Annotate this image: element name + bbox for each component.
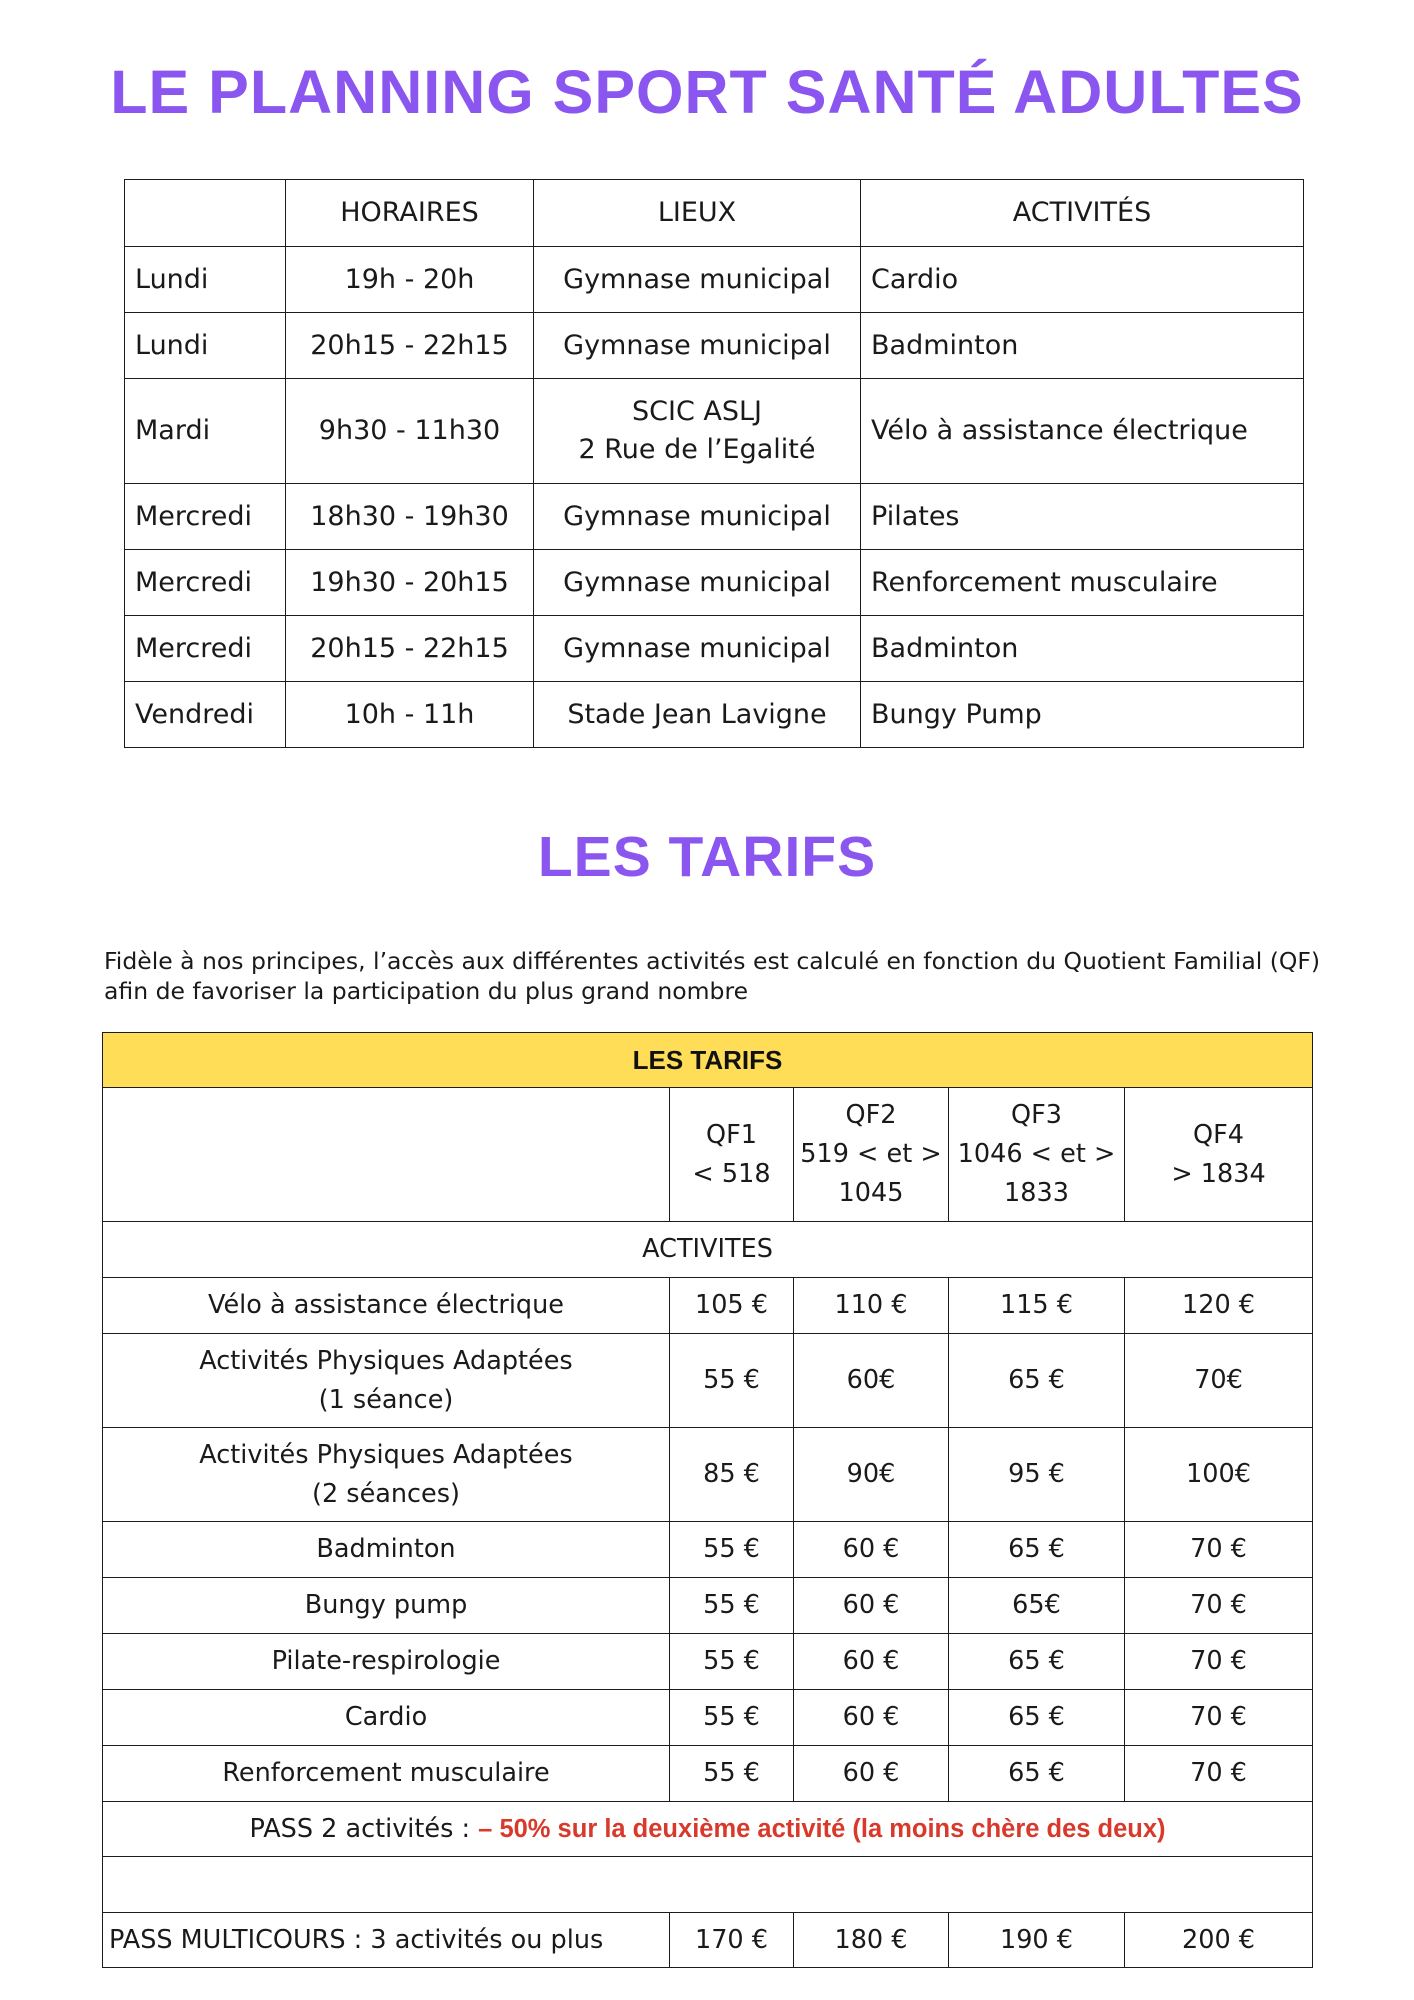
cell-line: 1046 < et > bbox=[957, 1139, 1116, 1169]
time-cell: 20h15 - 22h15 bbox=[286, 313, 534, 379]
empty-cell bbox=[103, 1857, 1313, 1913]
cell-line: Gymnase municipal bbox=[563, 500, 831, 532]
cell-line: > 1834 bbox=[1171, 1158, 1266, 1189]
activity-cell: Badminton bbox=[861, 616, 1304, 682]
place-cell bbox=[534, 616, 861, 682]
price-cell: 65€ bbox=[949, 1578, 1125, 1634]
cell-line: Vélo à assistance électrique bbox=[208, 1290, 564, 1320]
qf-header-cell bbox=[1125, 1088, 1313, 1222]
cell-line: 1045 bbox=[838, 1178, 904, 1208]
pass2-label: PASS 2 activités : bbox=[249, 1813, 479, 1844]
price-cell: 180 € bbox=[794, 1913, 949, 1968]
tarif-activity-name bbox=[103, 1334, 670, 1428]
price-cell: 120 € bbox=[1125, 1278, 1313, 1334]
page-title: LE PLANNING SPORT SANTÉ ADULTES bbox=[110, 58, 1304, 126]
cell-line: (1 séance) bbox=[318, 1384, 454, 1415]
time-cell: 18h30 - 19h30 bbox=[286, 484, 534, 550]
cell-line: Gymnase municipal bbox=[563, 329, 831, 361]
qf-header-cell bbox=[670, 1088, 794, 1222]
tarif-row bbox=[103, 1690, 1313, 1746]
day-cell: Mardi bbox=[125, 379, 286, 484]
cell-line: 2 Rue de l’Egalité bbox=[578, 434, 816, 465]
cell-line: Activités Physiques Adaptées bbox=[199, 1345, 573, 1376]
activity-cell: Bungy Pump bbox=[861, 682, 1304, 748]
planning-row bbox=[125, 616, 1304, 682]
price-cell: 55 € bbox=[670, 1578, 794, 1634]
activity-cell: Pilates bbox=[861, 484, 1304, 550]
tarif-activity-name bbox=[103, 1278, 670, 1334]
place-cell bbox=[534, 550, 861, 616]
qf-header-cell bbox=[949, 1088, 1125, 1222]
time-cell: 20h15 - 22h15 bbox=[286, 616, 534, 682]
price-cell: 170 € bbox=[670, 1913, 794, 1968]
planning-row bbox=[125, 682, 1304, 748]
tarif-row bbox=[103, 1334, 1313, 1428]
price-cell: 115 € bbox=[949, 1278, 1125, 1334]
price-cell: 95 € bbox=[949, 1428, 1125, 1522]
time-cell: 19h - 20h bbox=[286, 247, 534, 313]
tarifs-intro-text: Fidèle à nos principes, l’accès aux différentes activités est calculé en fonction du Quotient Familial (QF) afin de favoriser la participation du plus grand nombre bbox=[104, 947, 1321, 1005]
tarif-row bbox=[103, 1278, 1313, 1334]
pass2-cell bbox=[103, 1802, 1313, 1857]
price-cell: 70€ bbox=[1125, 1334, 1313, 1428]
tarif-row bbox=[103, 1746, 1313, 1802]
price-cell: 190 € bbox=[949, 1913, 1125, 1968]
price-cell: 60 € bbox=[794, 1634, 949, 1690]
day-cell: Mercredi bbox=[125, 550, 286, 616]
planning-table bbox=[124, 179, 1304, 748]
price-cell: 90€ bbox=[794, 1428, 949, 1522]
cell-line: QF3 bbox=[1011, 1100, 1062, 1130]
tarif-row bbox=[103, 1522, 1313, 1578]
cell-line: 1833 bbox=[1004, 1178, 1069, 1208]
planning-row bbox=[125, 313, 1304, 379]
qf-header-cell bbox=[794, 1088, 949, 1222]
place-cell bbox=[534, 682, 861, 748]
planning-row bbox=[125, 484, 1304, 550]
price-cell: 65 € bbox=[949, 1334, 1125, 1428]
tarifs-section-title: LES TARIFS bbox=[537, 825, 877, 889]
planning-header-cell: LIEUX bbox=[534, 180, 861, 247]
tarif-row bbox=[103, 1428, 1313, 1522]
time-cell: 19h30 - 20h15 bbox=[286, 550, 534, 616]
tarif-activity-name bbox=[103, 1428, 670, 1522]
price-cell: 110 € bbox=[794, 1278, 949, 1334]
price-cell: 60 € bbox=[794, 1578, 949, 1634]
price-cell: 100€ bbox=[1125, 1428, 1313, 1522]
cell-line: QF2 bbox=[845, 1100, 897, 1130]
place-cell bbox=[534, 313, 861, 379]
cell-line: Activités Physiques Adaptées bbox=[199, 1439, 573, 1470]
tarif-row bbox=[103, 1634, 1313, 1690]
cell-line: Cardio bbox=[344, 1702, 428, 1732]
price-cell: 70 € bbox=[1125, 1522, 1313, 1578]
activity-cell: Badminton bbox=[861, 313, 1304, 379]
place-cell bbox=[534, 247, 861, 313]
price-cell: 65 € bbox=[949, 1634, 1125, 1690]
price-cell: 55 € bbox=[670, 1522, 794, 1578]
price-cell: 60 € bbox=[794, 1522, 949, 1578]
tarifs-table-title: LES TARIFS bbox=[103, 1033, 1313, 1088]
tarif-activity-name bbox=[103, 1522, 670, 1578]
day-cell: Mercredi bbox=[125, 616, 286, 682]
day-cell: Vendredi bbox=[125, 682, 286, 748]
activity-cell: Vélo à assistance électrique bbox=[861, 379, 1304, 484]
price-cell: 60€ bbox=[794, 1334, 949, 1428]
empty-row bbox=[103, 1857, 1313, 1913]
activities-header-row bbox=[103, 1222, 1313, 1278]
place-cell bbox=[534, 379, 861, 484]
tarif-activity-name bbox=[103, 1746, 670, 1802]
cell-line: Pilate-respirologie bbox=[271, 1646, 501, 1676]
place-cell bbox=[534, 484, 861, 550]
price-cell: 65 € bbox=[949, 1522, 1125, 1578]
cell-line: SCIC ASLJ bbox=[631, 396, 762, 427]
tarif-row bbox=[103, 1578, 1313, 1634]
day-cell: Lundi bbox=[125, 313, 286, 379]
cell-line: < 518 bbox=[692, 1158, 771, 1189]
tarifs-table bbox=[102, 1032, 1313, 1968]
price-cell: 65 € bbox=[949, 1746, 1125, 1802]
price-cell: 200 € bbox=[1125, 1913, 1313, 1968]
price-cell: 105 € bbox=[670, 1278, 794, 1334]
price-cell: 55 € bbox=[670, 1634, 794, 1690]
tarif-activity-name bbox=[103, 1690, 670, 1746]
price-cell: 85 € bbox=[670, 1428, 794, 1522]
qf-header-row bbox=[103, 1088, 1313, 1222]
activities-header: ACTIVITES bbox=[103, 1222, 1313, 1278]
price-cell: 55 € bbox=[670, 1746, 794, 1802]
price-cell: 70 € bbox=[1125, 1746, 1313, 1802]
cell-line: Gymnase municipal bbox=[563, 263, 831, 295]
price-cell: 60 € bbox=[794, 1690, 949, 1746]
planning-row bbox=[125, 247, 1304, 313]
planning-header-cell: ACTIVITÉS bbox=[861, 180, 1304, 247]
activity-cell: Renforcement musculaire bbox=[861, 550, 1304, 616]
time-cell: 10h - 11h bbox=[286, 682, 534, 748]
cell-line: Gymnase municipal bbox=[563, 566, 831, 598]
price-cell: 70 € bbox=[1125, 1578, 1313, 1634]
price-cell: 70 € bbox=[1125, 1690, 1313, 1746]
pass2-discount: – 50% sur la deuxième activité (la moins chère des deux) bbox=[478, 1814, 1166, 1843]
cell-line: Bungy pump bbox=[304, 1590, 468, 1620]
planning-row bbox=[125, 379, 1304, 484]
planning-header-cell: HORAIRES bbox=[286, 180, 534, 247]
pass2-row bbox=[103, 1802, 1313, 1857]
planning-row bbox=[125, 550, 1304, 616]
activity-cell: Cardio bbox=[861, 247, 1304, 313]
cell-line: 519 < et > bbox=[800, 1139, 942, 1169]
cell-line: (2 séances) bbox=[312, 1478, 460, 1509]
price-cell: 55 € bbox=[670, 1690, 794, 1746]
empty-header-cell bbox=[103, 1088, 670, 1222]
price-cell: 55 € bbox=[670, 1334, 794, 1428]
multicours-row bbox=[103, 1913, 1313, 1968]
price-cell: 60 € bbox=[794, 1746, 949, 1802]
cell-line: Renforcement musculaire bbox=[222, 1758, 550, 1788]
tarifs-banner-row bbox=[103, 1033, 1313, 1088]
tarif-activity-name bbox=[103, 1634, 670, 1690]
cell-line: Stade Jean Lavigne bbox=[567, 698, 827, 730]
day-cell: Lundi bbox=[125, 247, 286, 313]
cell-line: QF1 bbox=[706, 1119, 757, 1150]
cell-line: Gymnase municipal bbox=[563, 632, 831, 664]
price-cell: 70 € bbox=[1125, 1634, 1313, 1690]
cell-line: Badminton bbox=[316, 1534, 456, 1564]
cell-line: QF4 bbox=[1193, 1119, 1244, 1150]
planning-header-cell bbox=[125, 180, 286, 247]
time-cell: 9h30 - 11h30 bbox=[286, 379, 534, 484]
price-cell: 65 € bbox=[949, 1690, 1125, 1746]
planning-header-row bbox=[125, 180, 1304, 247]
tarif-activity-name bbox=[103, 1578, 670, 1634]
multicours-label: PASS MULTICOURS : 3 activités ou plus bbox=[103, 1913, 670, 1968]
day-cell: Mercredi bbox=[125, 484, 286, 550]
